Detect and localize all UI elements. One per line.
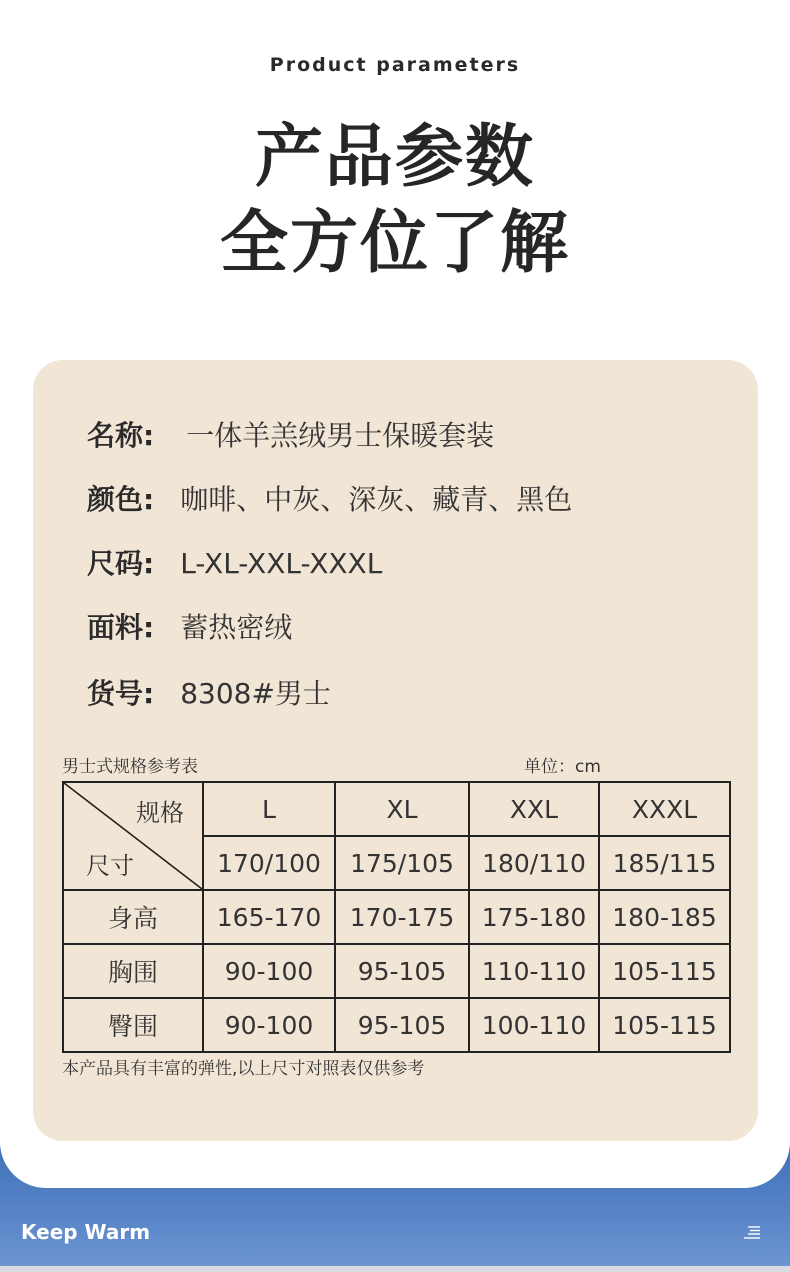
size-header: XXXL: [599, 782, 730, 836]
spec-value: 一体羊羔绒男士保暖套装: [186, 419, 495, 452]
menu-lines-icon[interactable]: [744, 1226, 760, 1240]
page-title-line2: 全方位了解: [219, 204, 570, 283]
table-cell: 100-110: [469, 998, 599, 1052]
size-code: 180/110: [469, 836, 599, 890]
table-cell: 95-105: [335, 998, 469, 1052]
table-caption: 男士式规格参考表: [62, 757, 198, 777]
row-label: 胸围: [63, 944, 203, 998]
size-table: [62, 781, 731, 1053]
page-title-line1: 产品参数: [254, 118, 535, 197]
table-row: [63, 890, 730, 944]
spec-key: 名称:: [87, 419, 155, 452]
table-cell: 105-115: [599, 944, 730, 998]
corner-bottom-label: 尺寸: [86, 852, 134, 880]
table-unit: 单位：cm: [524, 757, 601, 777]
table-cell: 90-100: [203, 944, 335, 998]
eyebrow-label: Product parameters: [269, 54, 521, 76]
spec-row-size: [87, 542, 382, 582]
spec-key: 颜色:: [87, 483, 155, 516]
corner-top-label: 规格: [136, 799, 184, 827]
size-header: XL: [335, 782, 469, 836]
spec-key: 尺码:: [87, 547, 155, 580]
spec-row-sku: [87, 672, 331, 712]
spec-key: 面料:: [87, 611, 155, 644]
table-row: [63, 998, 730, 1052]
spec-card: [33, 360, 758, 1141]
row-label: 臀围: [63, 998, 203, 1052]
spec-value: 咖啡、中灰、深灰、藏青、黑色: [180, 483, 573, 516]
size-code: 185/115: [599, 836, 730, 890]
size-header: XXL: [469, 782, 599, 836]
keep-warm-label: Keep Warm: [21, 1220, 151, 1244]
table-row: [63, 944, 730, 998]
size-code: 175/105: [335, 836, 469, 890]
corner-cell: [63, 782, 203, 890]
spec-row-name: [87, 414, 494, 454]
spec-key: 货号:: [87, 677, 155, 710]
table-cell: 110-110: [469, 944, 599, 998]
row-label: 身高: [63, 890, 203, 944]
size-header: L: [203, 782, 335, 836]
table-cell: 95-105: [335, 944, 469, 998]
table-row: [63, 782, 730, 836]
table-cell: 180-185: [599, 890, 730, 944]
table-cell: 165-170: [203, 890, 335, 944]
spec-value: 蓄热密绒: [180, 611, 293, 644]
table-cell: 90-100: [203, 998, 335, 1052]
table-cell: 175-180: [469, 890, 599, 944]
table-footnote: 本产品具有丰富的弹性,以上尺寸对照表仅供参考: [62, 1059, 425, 1079]
spec-row-color: [87, 478, 572, 518]
spec-value: 8308#男士: [180, 677, 331, 710]
bottom-strip: [0, 1266, 790, 1272]
spec-row-fabric: [87, 606, 292, 646]
table-cell: 170-175: [335, 890, 469, 944]
spec-value: L-XL-XXL-XXXL: [180, 547, 383, 580]
table-cell: 105-115: [599, 998, 730, 1052]
size-code: 170/100: [203, 836, 335, 890]
